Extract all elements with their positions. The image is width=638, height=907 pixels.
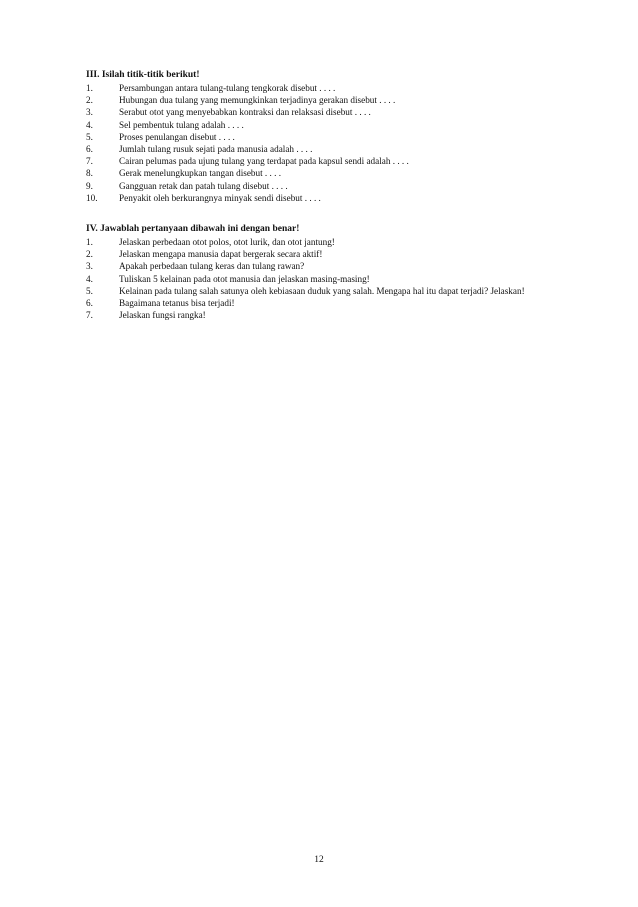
item-number: 8. xyxy=(86,168,93,179)
item-text: Bagaimana tetanus bisa terjadi! xyxy=(119,297,235,308)
page-number: 12 xyxy=(314,855,324,865)
list-item xyxy=(86,119,586,131)
list-item xyxy=(86,131,586,143)
item-number: 2. xyxy=(86,95,93,106)
item-number: 10. xyxy=(86,192,98,203)
section-title: IV. Jawablah pertanyaan dibawah ini dengan benar! xyxy=(86,224,300,234)
list-item xyxy=(86,273,586,285)
question-list xyxy=(86,82,586,204)
section-title: III. Isilah titik-titik berikut! xyxy=(86,70,200,80)
list-item xyxy=(86,297,586,309)
item-text: Serabut otot yang menyebabkan kontraksi dan relaksasi disebut . . . . xyxy=(119,107,371,118)
section-essay-questions xyxy=(86,223,586,321)
item-text: Gangguan retak dan patah tulang disebut . . . . xyxy=(119,180,288,191)
list-item xyxy=(86,143,586,155)
list-item xyxy=(86,180,586,192)
item-number: 9. xyxy=(86,180,93,191)
item-text: Jelaskan mengapa manusia dapat bergerak secara aktif! xyxy=(119,249,323,260)
list-item xyxy=(86,155,586,167)
item-number: 7. xyxy=(86,156,93,167)
item-text: Jelaskan perbedaan otot polos, otot lurik, dan otot jantung! xyxy=(119,237,335,247)
item-number: 2. xyxy=(86,249,93,260)
item-text: Sel pembentuk tulang adalah . . . . xyxy=(119,119,244,130)
item-text: Persambungan antara tulang-tulang tengkorak disebut . . . . xyxy=(119,83,336,93)
item-number: 4. xyxy=(86,119,93,130)
item-number: 6. xyxy=(86,297,93,308)
list-item xyxy=(86,236,586,248)
list-item xyxy=(86,192,586,204)
item-number: 6. xyxy=(86,143,93,154)
question-list xyxy=(86,236,586,321)
item-number: 3. xyxy=(86,107,93,118)
item-text: Jelaskan fungsi rangka! xyxy=(119,310,206,321)
item-number: 7. xyxy=(86,310,93,321)
section-fill-in-blanks xyxy=(86,69,586,204)
item-text: Jumlah tulang rusuk sejati pada manusia adalah . . . . xyxy=(119,143,313,154)
item-number: 4. xyxy=(86,273,93,284)
item-number: 1. xyxy=(86,237,93,247)
list-item xyxy=(86,260,586,272)
list-item xyxy=(86,285,586,297)
item-text: Hubungan dua tulang yang memungkinkan terjadinya gerakan disebut . . . . xyxy=(119,95,396,106)
item-text: Proses penulangan disebut . . . . xyxy=(119,131,235,142)
item-text: Kelainan pada tulang salah satunya oleh kebiasaan duduk yang salah. Mengapa hal itu dapat terjadi? Jelaskan! xyxy=(119,285,525,296)
item-number: 3. xyxy=(86,261,93,272)
list-item xyxy=(86,94,586,106)
item-number: 5. xyxy=(86,131,93,142)
item-text: Gerak menelungkupkan tangan disebut . . . . xyxy=(119,168,282,179)
list-item xyxy=(86,106,586,118)
item-text: Cairan pelumas pada ujung tulang yang terdapat pada kapsul sendi adalah . . . . xyxy=(119,156,409,167)
list-item xyxy=(86,82,586,94)
item-number: 5. xyxy=(86,285,93,296)
list-item xyxy=(86,167,586,179)
item-text: Apakah perbedaan tulang keras dan tulang rawan? xyxy=(119,261,305,272)
item-text: Tuliskan 5 kelainan pada otot manusia dan jelaskan masing-masing! xyxy=(119,273,370,284)
list-item xyxy=(86,309,586,321)
list-item xyxy=(86,248,586,260)
item-number: 1. xyxy=(86,83,93,93)
item-text: Penyakit oleh berkurangnya minyak sendi disebut . . . . xyxy=(119,192,321,203)
